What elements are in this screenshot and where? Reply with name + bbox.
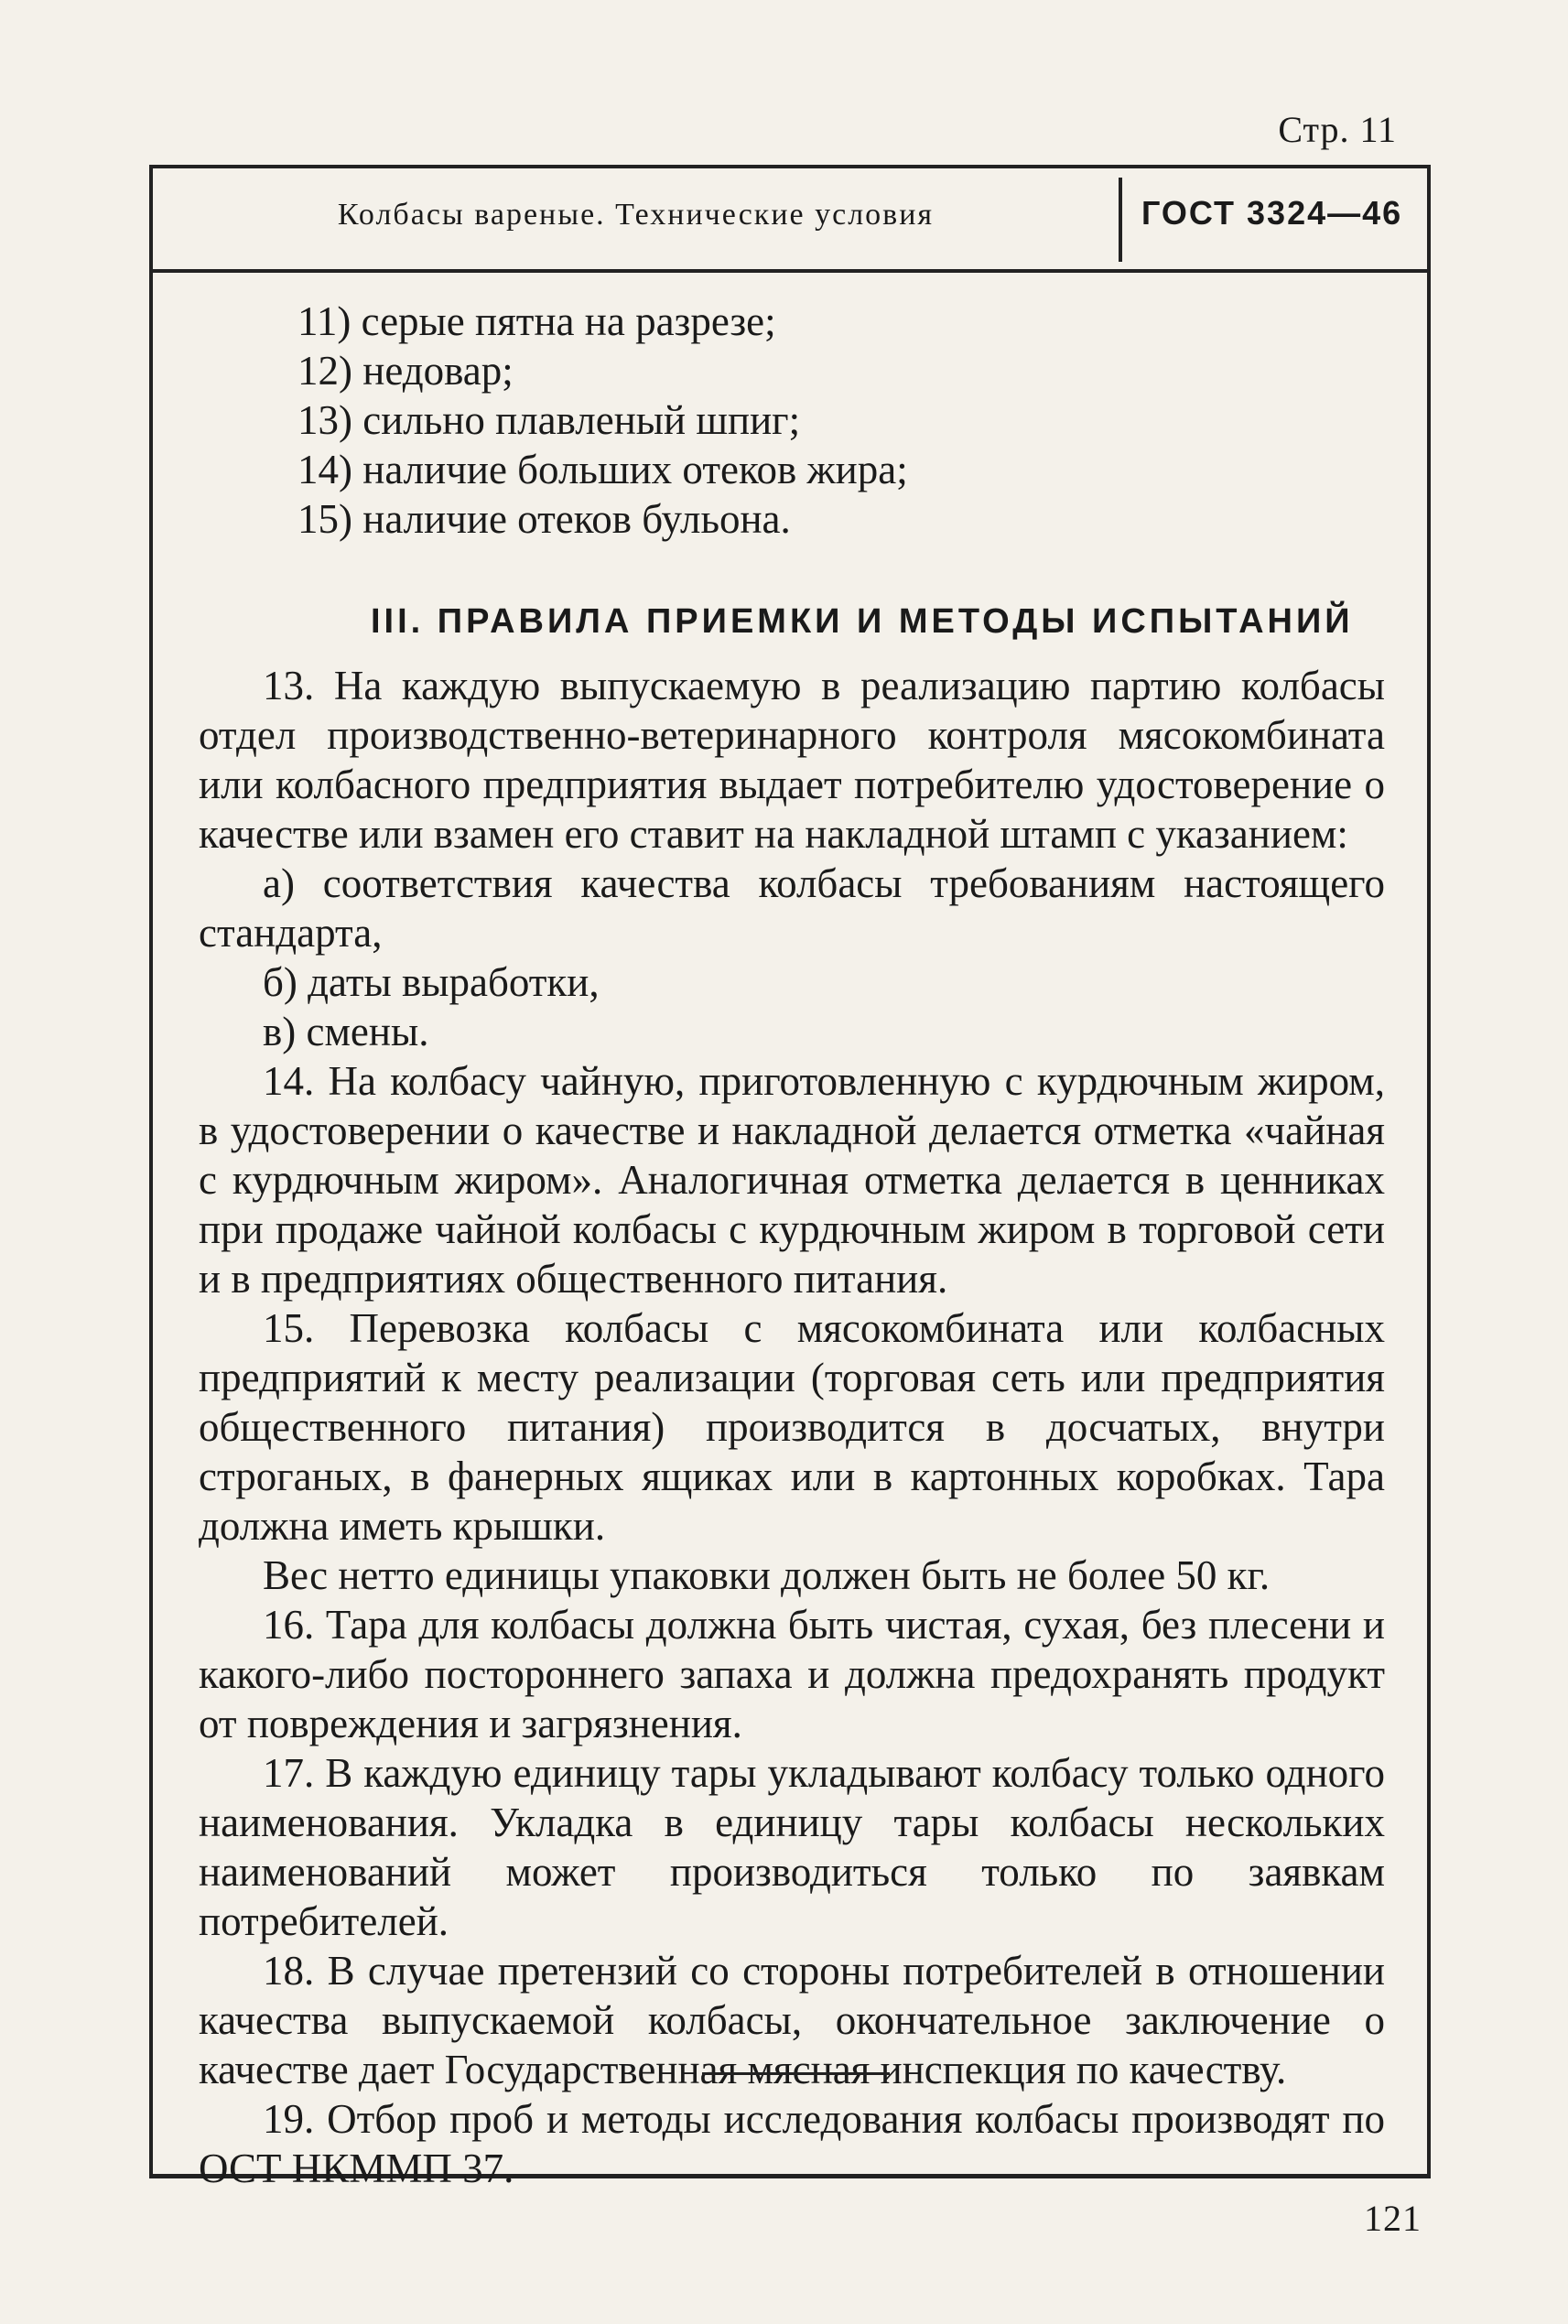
- clause-14: 14. На колбасу чайную, приготовленную с курдючным жиром, в удостоверении о качестве и накладной делается отметка «чайная с курдючным жиром». Аналогичная отметка делается в ценниках при продаже чайной колбасы с курдючным жиром в торговой сети и в предприятиях общественного питания.: [199, 1058, 1385, 1302]
- defect-item-13: 13) сильно плавленый шпиг;: [297, 397, 801, 443]
- clause-15-weight: Вес нетто единицы упаковки должен быть не более 50 кг.: [263, 1552, 1271, 1598]
- clause-13-item-a: а) соответствия качества колбасы требованиям настоящего стандарта,: [199, 860, 1385, 956]
- header-divider: [1119, 178, 1122, 262]
- defect-item-15: 15) наличие отеков бульона.: [297, 496, 791, 542]
- clause-19: 19. Отбор проб и методы исследования колбасы производят по ОСТ НКММП 37.: [199, 2096, 1385, 2191]
- clause-18: 18. В случае претензий со стороны потребителей в отношении качества выпускаемой колбасы, окончательное заключение о качестве дает Государственная мясная инспекция по качеству.: [199, 1948, 1385, 2092]
- defect-item-14: 14) наличие больших отеков жира;: [297, 447, 908, 492]
- page-number-top: Стр. 11: [1278, 109, 1397, 150]
- page-number-bottom: 121: [1364, 2198, 1422, 2239]
- end-rule: [702, 2072, 890, 2075]
- clause-15: 15. Перевозка колбасы с мясокомбината или колбасных предприятий к месту реализации (торговая сеть или предприятия общественного питания) производится в досчатых, внутри строганых, в фанерных ящиках или в картонных коробках. Тара должна иметь крышки.: [199, 1305, 1385, 1549]
- clause-13-item-b: б) даты выработки,: [263, 959, 600, 1005]
- standard-number: ГОСТ 3324—46: [1141, 194, 1403, 232]
- document-header: [153, 168, 1427, 273]
- page-frame: [149, 165, 1431, 2191]
- section-heading: III. ПРАВИЛА ПРИЕМКИ И МЕТОДЫ ИСПЫТАНИЙ: [371, 602, 1354, 641]
- defect-item-11: 11) серые пятна на разрезе;: [297, 298, 776, 344]
- clause-17: 17. В каждую единицу тары укладывают колбасу только одного наименования. Укладка в единицу тары колбасы нескольких наименований может производиться только по заявкам потребителей.: [199, 1750, 1385, 1944]
- header-title: Колбасы вареные. Технические условия: [337, 198, 935, 232]
- clause-13-item-c: в) смены.: [263, 1009, 429, 1054]
- document-body: [199, 297, 1385, 2193]
- defect-item-12: 12) недовар;: [297, 348, 514, 394]
- clause-16: 16. Тара для колбасы должна быть чистая, сухая, без плесени и какого-либо постороннего запаха и должна предохранять продукт от повреждения и загрязнения.: [199, 1602, 1385, 1746]
- clause-13: 13. На каждую выпускаемую в реализацию партию колбасы отдел производственно-ветеринарного контроля мясокомбината или колбасного предприятия выдает потребителю удостоверение о качестве или взамен его ставит на накладной штамп с указанием:: [199, 663, 1385, 857]
